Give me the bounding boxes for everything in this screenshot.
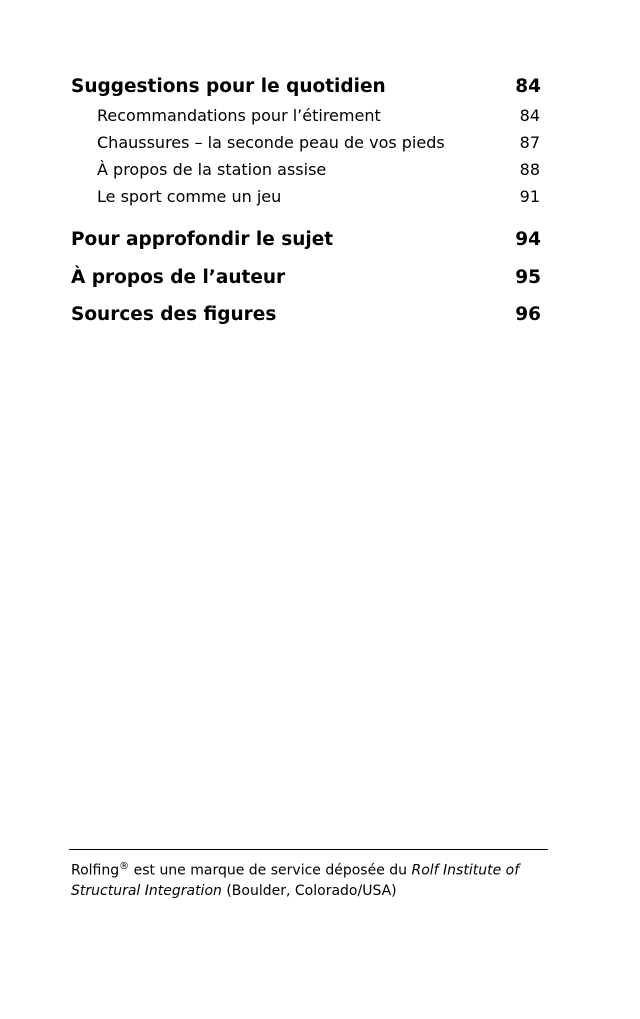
- registered-mark: ®: [119, 861, 130, 872]
- toc-chapter: [71, 304, 541, 325]
- toc-subsection-title: À propos de la station assise: [97, 160, 327, 179]
- toc-subsection-page: 91: [519, 187, 540, 206]
- toc-chapter-page: 96: [515, 304, 541, 325]
- toc-chapter-page: 84: [515, 76, 541, 97]
- toc-subsection-title: Le sport comme un jeu: [97, 187, 282, 206]
- toc-subsection: [71, 183, 541, 210]
- toc-subsection-page: 88: [519, 160, 540, 179]
- toc-subsection-title: Chaussures – la seconde peau de vos pieds: [97, 133, 445, 152]
- toc-chapter-title: Sources des figures: [71, 304, 277, 325]
- toc-chapter-page: 94: [515, 229, 541, 250]
- toc-chapter-title: Suggestions pour le quotidien: [71, 76, 386, 97]
- toc-chapter: [71, 229, 541, 250]
- footnote-divider: [69, 849, 548, 850]
- toc-chapter: [71, 267, 541, 288]
- toc-subsection-page: 84: [519, 106, 540, 125]
- toc-subsection-page: 87: [519, 133, 540, 152]
- toc-chapter-title: Pour approfondir le sujet: [71, 229, 334, 250]
- toc-subsection: [71, 156, 541, 183]
- toc-subsection: [71, 129, 541, 156]
- toc-chapter: [71, 76, 541, 102]
- toc-chapter-page: 95: [515, 267, 541, 288]
- toc-chapter-title: À propos de l’auteur: [71, 267, 286, 288]
- table-of-contents: [71, 76, 541, 325]
- footnote: [71, 857, 551, 901]
- toc-subsection-title: Recommandations pour l’étirement: [97, 106, 381, 125]
- toc-subsection: [71, 102, 541, 129]
- footnote-institute: Rolf Institute of Structural Integration: [71, 862, 520, 899]
- footnote-text: est une marque de service déposée du: [129, 862, 412, 879]
- footnote-brand: Rolfing: [71, 862, 120, 879]
- footnote-location: (Boulder, Colorado/USA): [221, 882, 397, 899]
